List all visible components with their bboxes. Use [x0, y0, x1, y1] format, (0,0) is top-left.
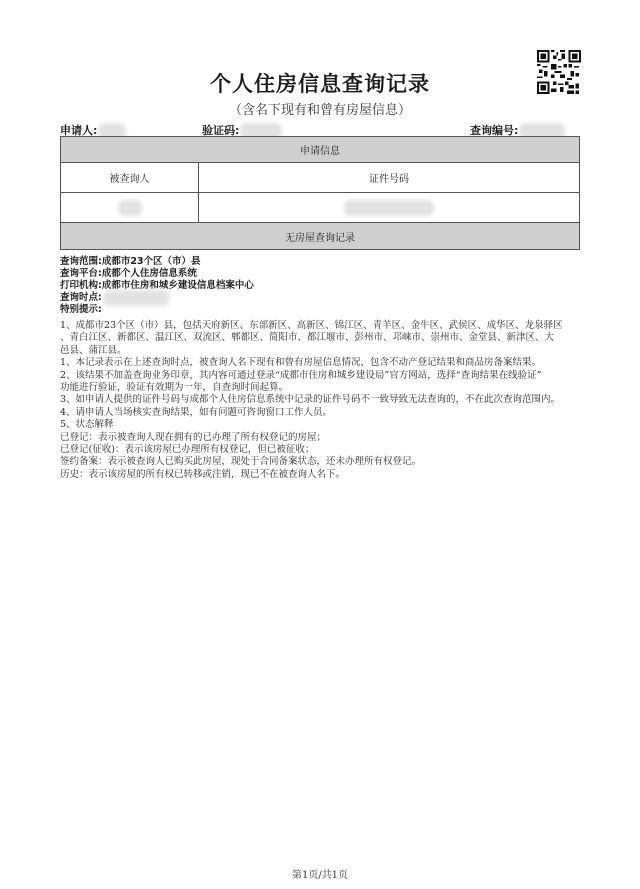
query-number-label: 查询编号: [470, 124, 519, 137]
query-time-line [60, 292, 585, 304]
printer-label: 打印机构: [60, 280, 102, 291]
note-line: 功能进行验证，验证有效期为一年，自查询时间起算。 [60, 382, 289, 394]
platform-value: 成都个人住房信息系统 [101, 268, 197, 279]
redacted-person-name [121, 203, 139, 213]
column-id-number: 证件号码 [369, 174, 409, 185]
document-title: 个人住房信息查询记录 [210, 72, 430, 96]
redacted-verification-code [243, 126, 279, 136]
platform-label: 查询平台: [60, 268, 102, 279]
note-line: 已登记(征收)：表示该房屋已办理所有权登记，但已被征收； [60, 444, 315, 456]
table-header-row [61, 137, 579, 163]
scope-value: 成都市23个区（市）县 [101, 256, 201, 267]
page-footer: 第1页/共1页 [291, 870, 349, 881]
applicant-label: 申请人: [60, 124, 98, 137]
application-info-table [60, 136, 580, 250]
verification-code-label: 验证码: [202, 124, 240, 137]
printer-line [60, 280, 585, 292]
note-line: 已登记：表示被查询人现在拥有的已办理了所有权登记的房屋； [60, 431, 327, 443]
note-line: 4、请申请人当场核实查询结果，如有问题可咨询窗口工作人员。 [60, 406, 333, 418]
redacted-id-number [347, 203, 431, 213]
query-info-block [60, 256, 585, 316]
scope-line [60, 256, 585, 268]
scope-label: 查询范围: [60, 256, 102, 267]
table-result-row [61, 223, 579, 249]
qr-code-icon [537, 50, 581, 94]
redacted-query-number [522, 126, 562, 136]
note-line: 、青白江区、新都区、温江区、双流区、郫都区、简阳市、都江堰市、彭州市、邛崃市、崇州市、金堂县、新津区、大 [60, 332, 555, 344]
redacted-id-cell [199, 193, 579, 222]
redacted-person-cell [61, 193, 199, 222]
table-row [61, 193, 579, 223]
note-line: 邑县、蒲江县。 [60, 344, 127, 356]
note-line: 签约备案：表示被查询人已购买此房屋，现处于合同备案状态，还未办理所有权登记。 [60, 456, 422, 468]
printer-value: 成都市住房和城乡建设信息档案中心 [101, 280, 254, 291]
note-line: 3、如申请人提供的证件号码与成都个人住房信息系统中记录的证件号码不一致导致无法查询的，不在此次查询范围内。 [60, 394, 561, 406]
redacted-query-time [106, 293, 166, 303]
document-subtitle: （含名下现有和曾有房屋信息） [228, 103, 411, 118]
platform-line [60, 268, 585, 280]
special-notes [60, 320, 585, 481]
redacted-applicant-name [101, 126, 123, 136]
note-line: 历史：表示该房屋的所有权已转移或注销，现已不在被查询人名下。 [60, 468, 346, 480]
no-record-result: 无房屋查询记录 [285, 232, 355, 244]
column-queried-person: 被查询人 [61, 163, 199, 192]
table-column-row [61, 163, 579, 193]
note-line: 1、成都市23个区（市）县，包括天府新区、东部新区、高新区、锦江区、青羊区、金牛区、武侯区、成华区、龙泉驿区 [60, 320, 563, 331]
note-line: 5、状态解释 [60, 419, 114, 431]
note-line: 1、本记录表示在上述查询时点，被查询人名下现有和曾有房屋信息情况，包含不动产登记结果和商品房备案结果。 [60, 357, 542, 369]
table-header: 申请信息 [300, 146, 340, 157]
note-line: 2、该结果不加盖查询业务印章，其内容可通过登录“成都市住房和城乡建设局”官方网站，选择“查询结果在线验证” [60, 369, 542, 381]
query-time-label: 查询时点: [60, 292, 102, 303]
tips-heading: 特别提示: [60, 304, 102, 315]
